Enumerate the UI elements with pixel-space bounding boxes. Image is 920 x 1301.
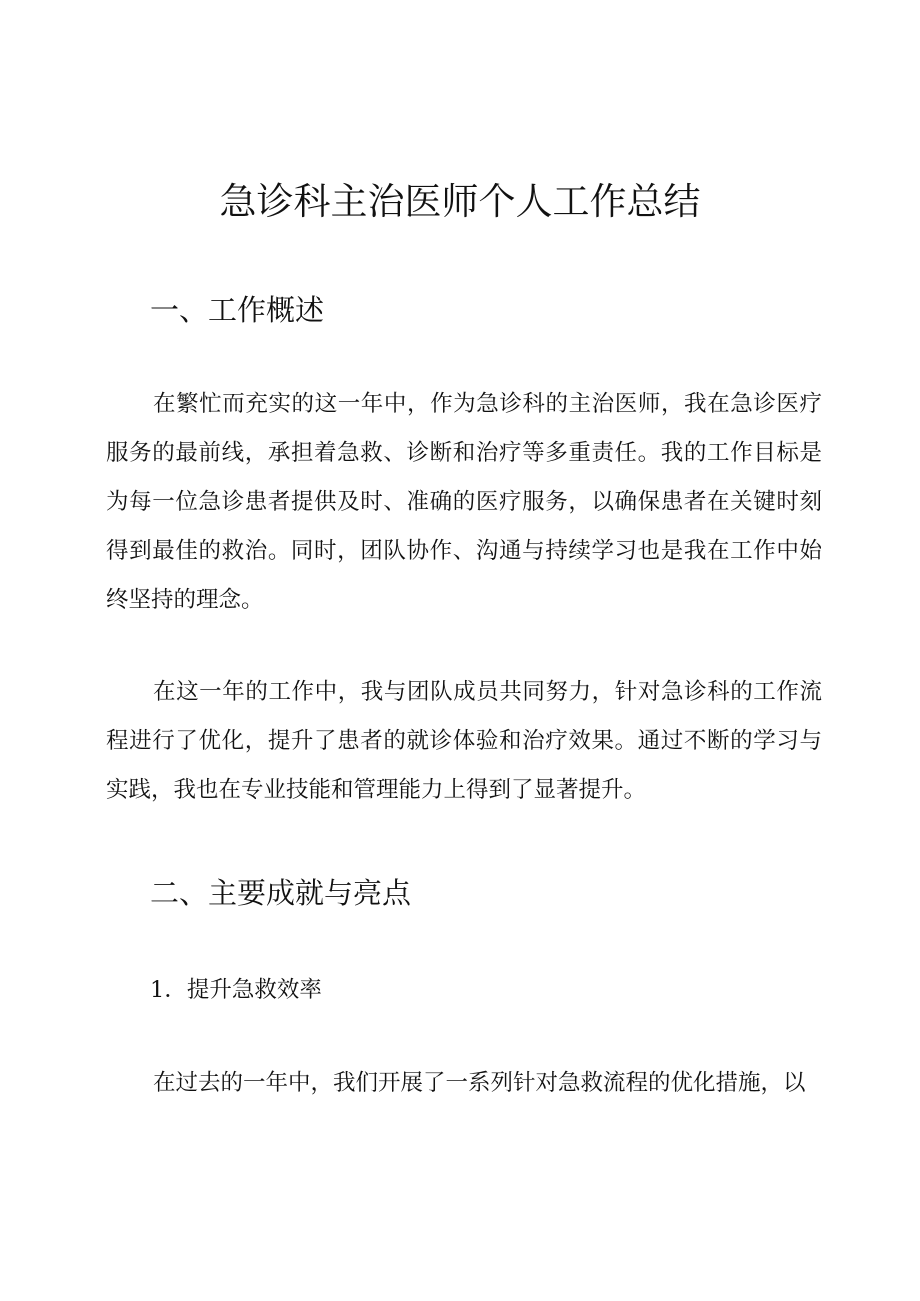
section-heading-achievements: 二、主要成就与亮点	[150, 876, 412, 910]
achievement-item-title: 1．提升急救效率	[150, 977, 322, 1003]
section-heading-overview: 一、工作概述	[150, 293, 325, 327]
achievement-item-text: 在过去的一年中，我们开展了一系列针对急救流程的优化措施，以	[153, 1070, 806, 1096]
overview-paragraph-1: 在繁忙而充实的这一年中，作为急诊科的主治医师，我在急诊医疗服务的最前线，承担着急救、诊断和治疗等多重责任。我的工作目标是为每一位急诊患者提供及时、准确的医疗服务，以确保患者在关键时刻得到最佳的救治。同时，团队协作、沟通与持续学习也是我在工作中始终坚持的理念。	[106, 391, 822, 613]
overview-paragraph-2: 在这一年的工作中，我与团队成员共同努力，针对急诊科的工作流程进行了优化，提升了患者的就诊体验和治疗效果。通过不断的学习与实践，我也在专业技能和管理能力上得到了显著提升。	[106, 679, 822, 803]
document-title: 急诊科主治医师个人工作总结	[219, 180, 701, 223]
